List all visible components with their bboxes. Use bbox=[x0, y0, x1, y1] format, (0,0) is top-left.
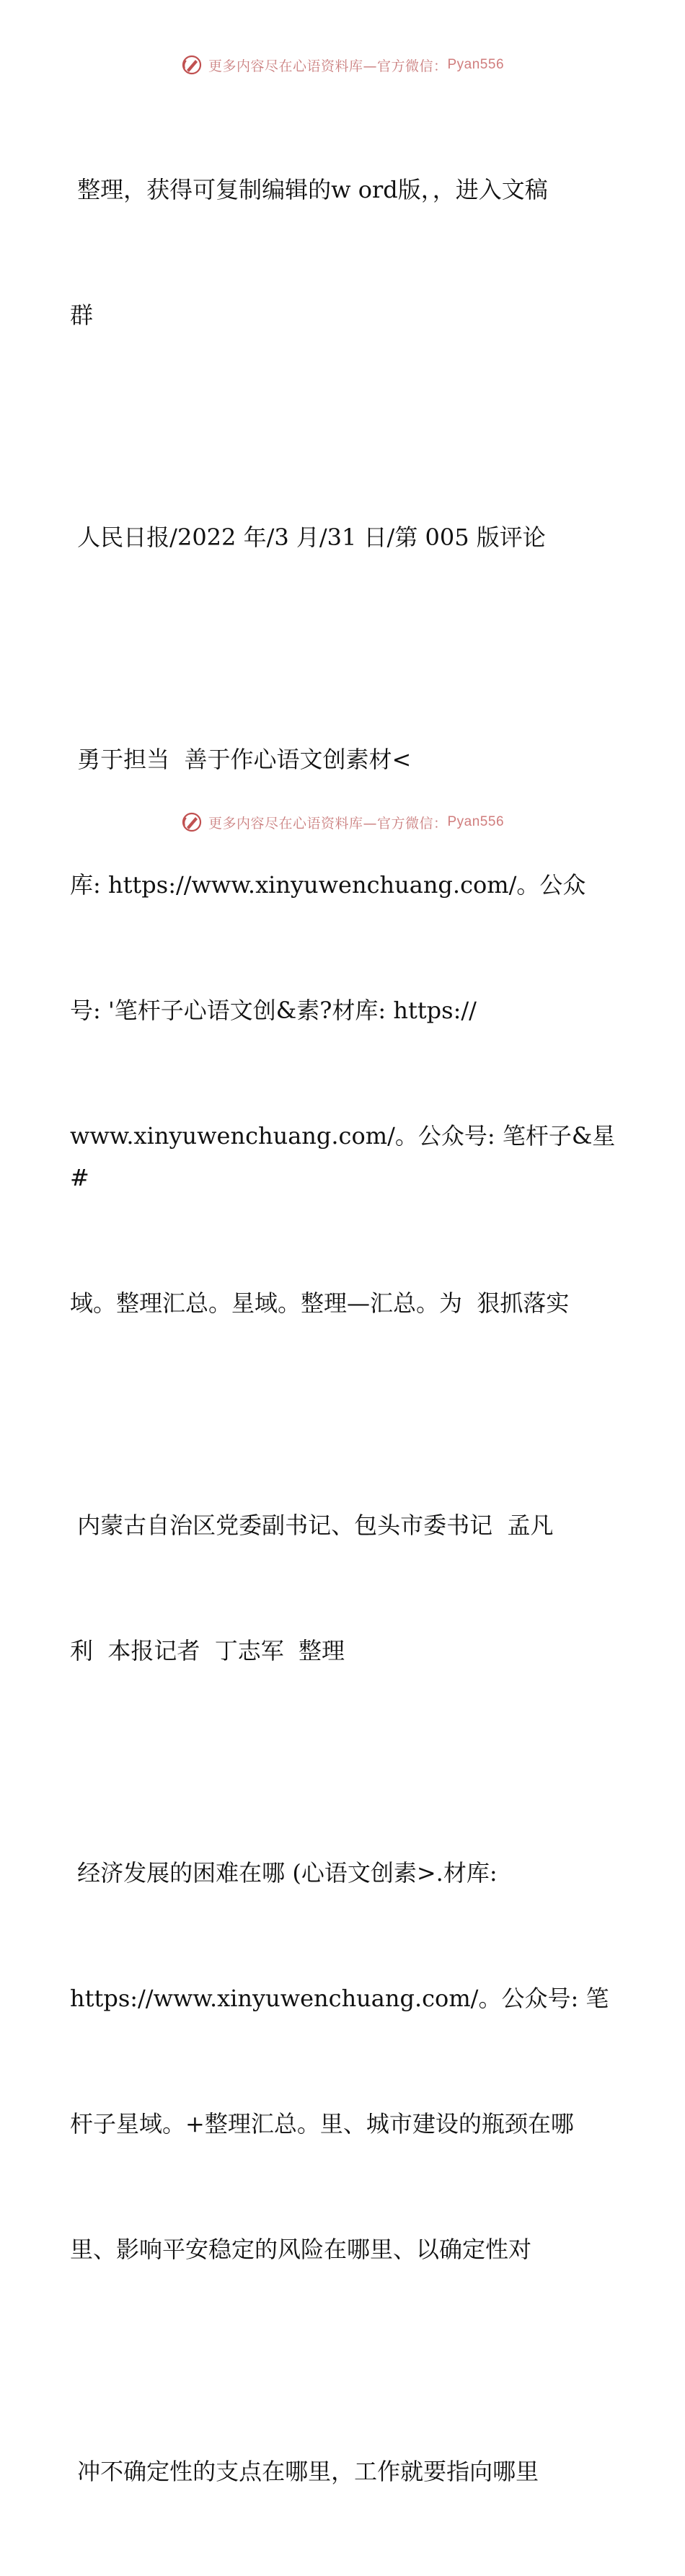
text-line: 号: '笔杆子心语文创&素?材库: https:// bbox=[70, 997, 477, 1024]
text-line: 整理，获得可复制编辑的w ord版，，进入文稿 bbox=[70, 176, 548, 203]
text-line: 勇于担当 善于作心语文创素材< bbox=[70, 746, 412, 773]
pen-circle-logo-icon bbox=[181, 811, 203, 833]
text-line: 内蒙古自治区党委副书记、包头市委书记 孟凡 bbox=[70, 1512, 554, 1539]
text-line: 里、影响平安稳定的风险在哪里、以确定性对 bbox=[70, 2236, 532, 2263]
paragraph-conclusion bbox=[70, 2367, 632, 2576]
text-line: https://www.xinyuwenchuang.com/。公众号: 笔 bbox=[70, 1985, 609, 2012]
document-body bbox=[70, 85, 632, 2576]
header-banner bbox=[0, 50, 685, 79]
banner-text: 更多内容尽在心语资料库—官方微信： bbox=[208, 58, 448, 74]
paragraph-author bbox=[70, 1421, 632, 1755]
text-line: 人民日报/2022 年/3 月/31 日/第 005 版评论 bbox=[70, 524, 546, 551]
footer-banner bbox=[0, 808, 685, 837]
banner-wechat-id: Pyan556 bbox=[447, 814, 505, 829]
text-line: 杆子星域。+整理汇总。里、城市建设的瓶颈在哪 bbox=[70, 2110, 574, 2138]
text-line: 群 bbox=[70, 301, 94, 329]
paragraph-intro bbox=[70, 85, 632, 420]
pen-circle-logo-icon bbox=[181, 54, 203, 76]
banner-text: 更多内容尽在心语资料库—官方微信： bbox=[208, 815, 448, 832]
text-line: 域。整理汇总。星域。整理—汇总。为 狠抓落实 bbox=[70, 1289, 570, 1317]
banner-wechat-id: Pyan556 bbox=[447, 57, 505, 72]
text-line: 冲不确定性的支点在哪里，工作就要指向哪里 bbox=[70, 2458, 539, 2485]
text-line: www.xinyuwenchuang.com/。公众号: 笔杆子&星# bbox=[70, 1122, 616, 1191]
paragraph-source bbox=[70, 433, 632, 642]
text-line: 库: https://www.xinyuwenchuang.com/。公众 bbox=[70, 871, 586, 899]
text-line: 经济发展的困难在哪 (心语文创素>.材库: bbox=[70, 1859, 498, 1887]
paragraph-title bbox=[70, 655, 632, 1408]
text-line: 利 本报记者 丁志军 整理 bbox=[70, 1637, 345, 1664]
paragraph-body bbox=[70, 1768, 632, 2354]
